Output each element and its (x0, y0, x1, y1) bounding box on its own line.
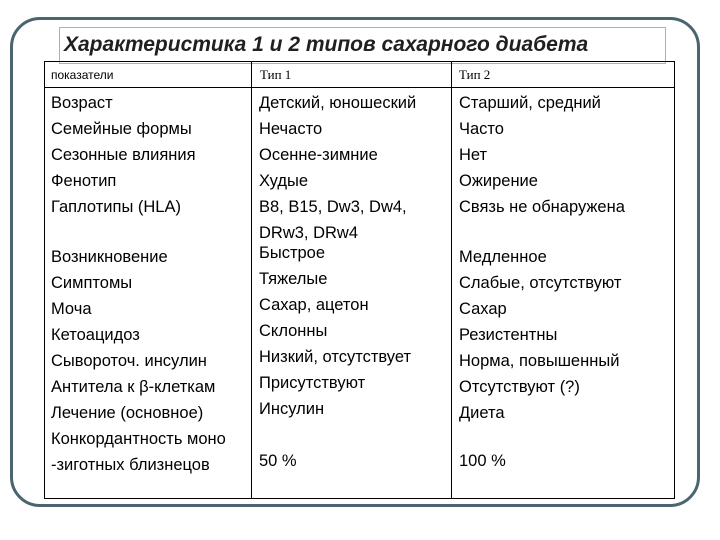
row-label: Сезонные влияния (51, 146, 196, 164)
group2-type2 (459, 244, 621, 426)
type2-value: Нет (459, 146, 488, 164)
row-label: Кетоацидоз (51, 326, 140, 344)
twins-label (51, 426, 226, 478)
type2-value: Отсутствуют (?) (459, 378, 580, 396)
column-divider-1 (251, 62, 252, 498)
row-label: Сывороточ. инсулин (51, 352, 207, 370)
group2-labels (51, 244, 215, 426)
group2-type1 (259, 240, 411, 422)
header-indicators: показатели (51, 68, 114, 82)
row-label: Лечение (основное) (51, 404, 204, 422)
row-label: Моча (51, 300, 92, 318)
type1-value: Низкий, отсутствует (259, 348, 412, 366)
twins-label-line1: Конкордантность моно (51, 430, 226, 448)
header-type2: Тип 2 (459, 67, 491, 82)
row-label: Фенотип (51, 172, 117, 190)
type2-value: Ожирение (459, 172, 538, 190)
type2-value: Резистентны (459, 326, 558, 344)
row-label: Антитела к β-клеткам (51, 378, 216, 396)
comparison-table (44, 61, 675, 499)
type1-value: Присутствуют (259, 374, 366, 392)
header-type1: Тип 1 (260, 67, 292, 82)
twins-type2: 100 % (459, 452, 506, 470)
type2-value: Медленное (459, 248, 547, 266)
type2-value: Норма, повышенный (459, 352, 620, 370)
type1-value: Осенне-зимние (259, 146, 378, 164)
group1-type1 (259, 90, 416, 246)
group1-labels (51, 90, 196, 220)
type2-value: Слабые, отсутствуют (459, 274, 622, 292)
group1-type2 (459, 90, 625, 220)
type2-value: Связь не обнаружена (459, 198, 625, 216)
slide-title: Характеристика 1 и 2 типов сахарного диабета (64, 33, 589, 56)
twins-type1: 50 % (259, 452, 297, 470)
type2-value: Часто (459, 120, 504, 138)
type1-value: Быстрое (259, 244, 326, 262)
type1-value: Сахар, ацетон (259, 296, 369, 314)
row-label: Возраст (51, 94, 113, 112)
header-divider (45, 87, 674, 88)
row-label: Симптомы (51, 274, 133, 292)
type1-value: Худые (259, 172, 309, 190)
type1-value: Склонны (259, 322, 328, 340)
type2-value: Сахар (459, 300, 507, 318)
type1-value: Тяжелые (259, 270, 328, 288)
row-label: Возникновение (51, 248, 168, 266)
column-divider-2 (451, 62, 452, 498)
type1-value: Детский, юношеский (259, 94, 417, 112)
type1-value: Инсулин (259, 400, 325, 418)
type2-value: Диета (459, 404, 505, 422)
row-label: Гаплотипы (HLA) (51, 198, 181, 216)
type1-value-continuation: DRw3, DRw4 (259, 224, 359, 242)
twins-label-line2: -зиготных близнецов (51, 456, 210, 474)
type1-value: B8, B15, Dw3, Dw4, (259, 198, 407, 216)
type1-value: Нечасто (259, 120, 323, 138)
type2-value: Старший, средний (459, 94, 601, 112)
row-label: Семейные формы (51, 120, 192, 138)
